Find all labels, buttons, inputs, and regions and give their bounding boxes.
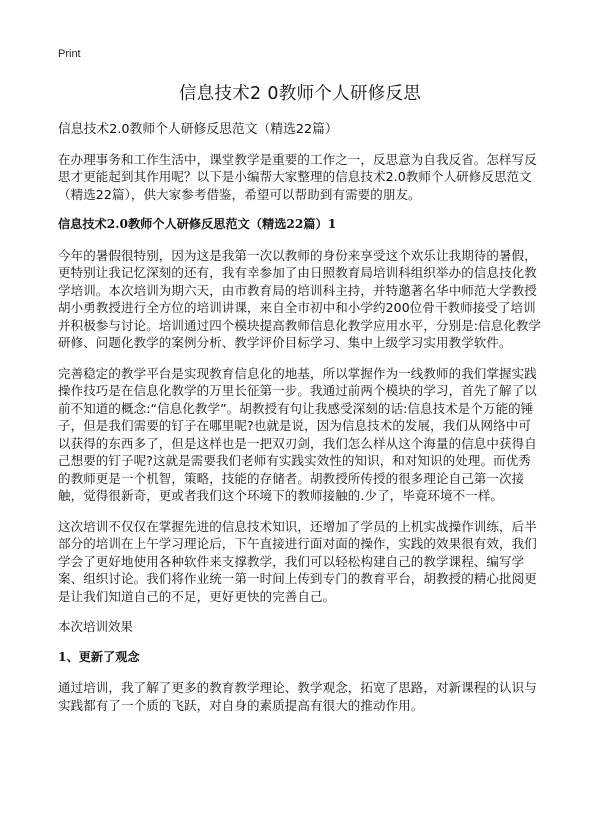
effect-label: 本次培训效果 bbox=[58, 619, 134, 634]
paragraph-4: 通过培训，我了解了更多的教育教学理论、教学观念，拓宽了思路，对新课程的认识与实践都有了一个质的飞跃，对自身的素质提高有很大的推动作用。 bbox=[58, 680, 537, 713]
section-heading: 信息技术2.0教师个人研修反思范文（精选22篇）1 bbox=[58, 217, 337, 231]
subheading-1: 1、更新了观念 bbox=[58, 649, 140, 664]
paragraph-1: 今年的暑假很特别，因为这是我第一次以教师的身份来享受这个欢乐让我期待的暑假，更特别让我记忆深刻的还有，我有幸参加了由日照教育局培训科组织举办的信息技化教学培训。本次培训为期六天，由市教育局的培训科主持，并特邀著名华中师范大学教授胡小勇教授进行全方位的培训讲课，来自全市初中和小学约200位骨干教师接受了培训并积极参与讨论。培训通过四个模块提高教师信息化教学应用水平，分别是:信息化教学研修、问题化教学的案例分析、教学评价目标学习、集中上级学习实用教学软件。 bbox=[58, 247, 542, 350]
paragraph-2: 完善稳定的教学平台是实现教育信息化的地基，所以掌握作为一线教师的我们掌握实践操作技巧是在信息化教学的万里长征第一步。我通过前两个模块的学习，首先了解了以前不知道的概念:“信息化教学”。胡教授有句让我感受深刻的话:信息技术是个万能的锤子，但是我们需要的钉子在哪里呢?也就是说，因为信息技术的发展，我们从网络中可以获得的东西多了，但是这样也是一把双刃剑，我们怎么样从这个海量的信息中获得自己想要的钉子呢?这就是需要我们老师有实践实效性的知识，和对知识的处理。而优秀的教师更是一个机智，策略，技能的存储者。胡教授所传授的很多理论自己第一次接触，觉得很新奇，更或者我们这个环境下的教师接触的.少了，毕竟环境不一样。 bbox=[58, 365, 537, 503]
intro-paragraph: 在办理事务和工作生活中，课堂教学是重要的工作之一，反思意为自我反省。怎样写反思才更能起到其作用呢？以下是小编帮大家整理的信息技术2.0教师个人研修反思范文（精选22篇），供大家参考借鉴，希望可以帮助到有需要的朋友。 bbox=[58, 151, 537, 202]
document-body bbox=[58, 121, 542, 714]
print-link[interactable]: Print bbox=[58, 48, 81, 60]
paragraph-3: 这次培训不仅仅在掌握先进的信息技术知识，还增加了学员的上机实战操作训练，后半部分的培训在上午学习理论后，下午直接进行面对面的操作，实践的效果很有效，我们学会了更好地使用各种软件来支撑教学，我们可以轻松构建自己的教学课程、编写学案、组织讨论。我们将作业统一第一时间上传到专门的教育平台，胡教授的精心批阅更是让我们知道自己的不足，更好更快的完善自己。 bbox=[58, 518, 537, 604]
page-title: 信息技术2 0教师个人研修反思 bbox=[178, 84, 422, 104]
document-subtitle: 信息技术2.0教师个人研修反思范文（精选22篇） bbox=[58, 122, 338, 137]
